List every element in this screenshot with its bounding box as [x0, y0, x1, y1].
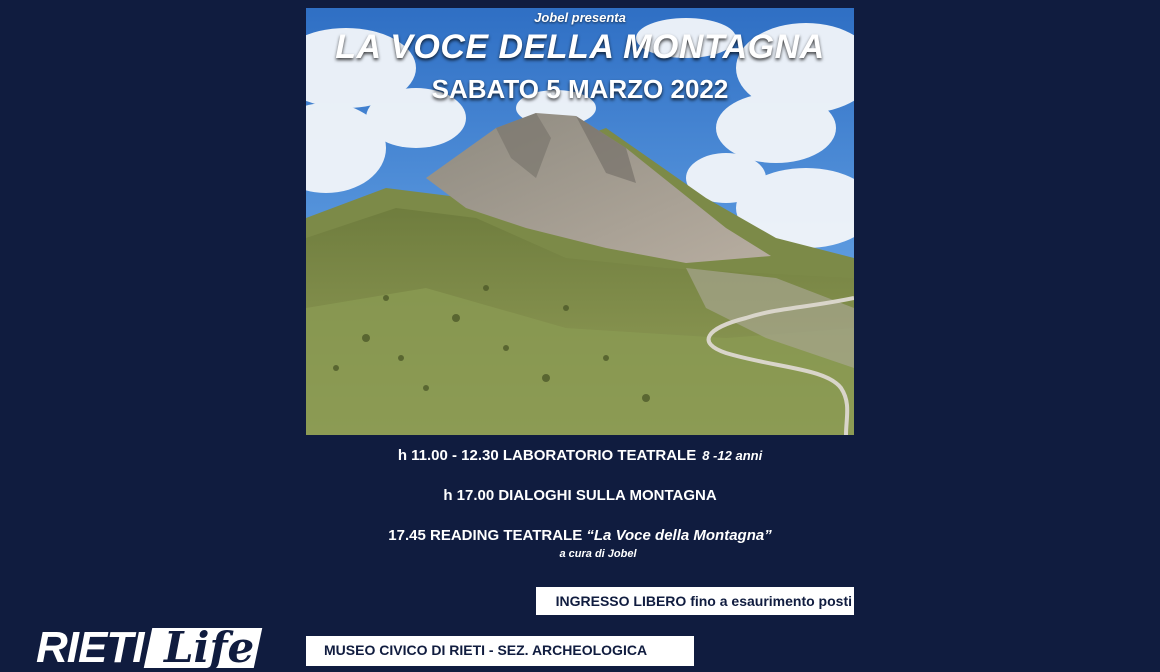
venue-box: MUSEO CIVICO DI RIETI - SEZ. ARCHEOLOGICA [306, 636, 694, 666]
program-item-workshop [306, 447, 854, 464]
program-item-text: h 11.00 - 12.30 LABORATORIO TEATRALE [397, 447, 697, 464]
program-item-text: 17.45 READING TEATRALE [388, 527, 583, 544]
program-item-text: h 17.00 DIALOGHI SULLA MONTAGNA [443, 487, 717, 504]
presenter-line: Jobel presenta [534, 10, 626, 25]
age-note: 8 -12 anni [702, 448, 763, 463]
logo-word-rieti: RIETI [36, 623, 144, 672]
reading-title: “La Voce della Montagna” [586, 527, 772, 544]
free-entry-box: INGRESSO LIBERO fino a esaurimento posti [536, 587, 854, 615]
curator-line: a cura di Jobel [559, 548, 637, 560]
program-item-reading [306, 527, 854, 544]
poster-image [306, 8, 854, 435]
poster-title: LA VOCE DELLA MONTAGNA [335, 28, 825, 66]
mountain-landscape [306, 8, 854, 435]
poster-date: SABATO 5 MARZO 2022 [431, 74, 729, 104]
program-item-dialogues [306, 487, 854, 504]
logo-word-life: Life [164, 623, 255, 672]
rieti-life-logo [36, 623, 258, 672]
